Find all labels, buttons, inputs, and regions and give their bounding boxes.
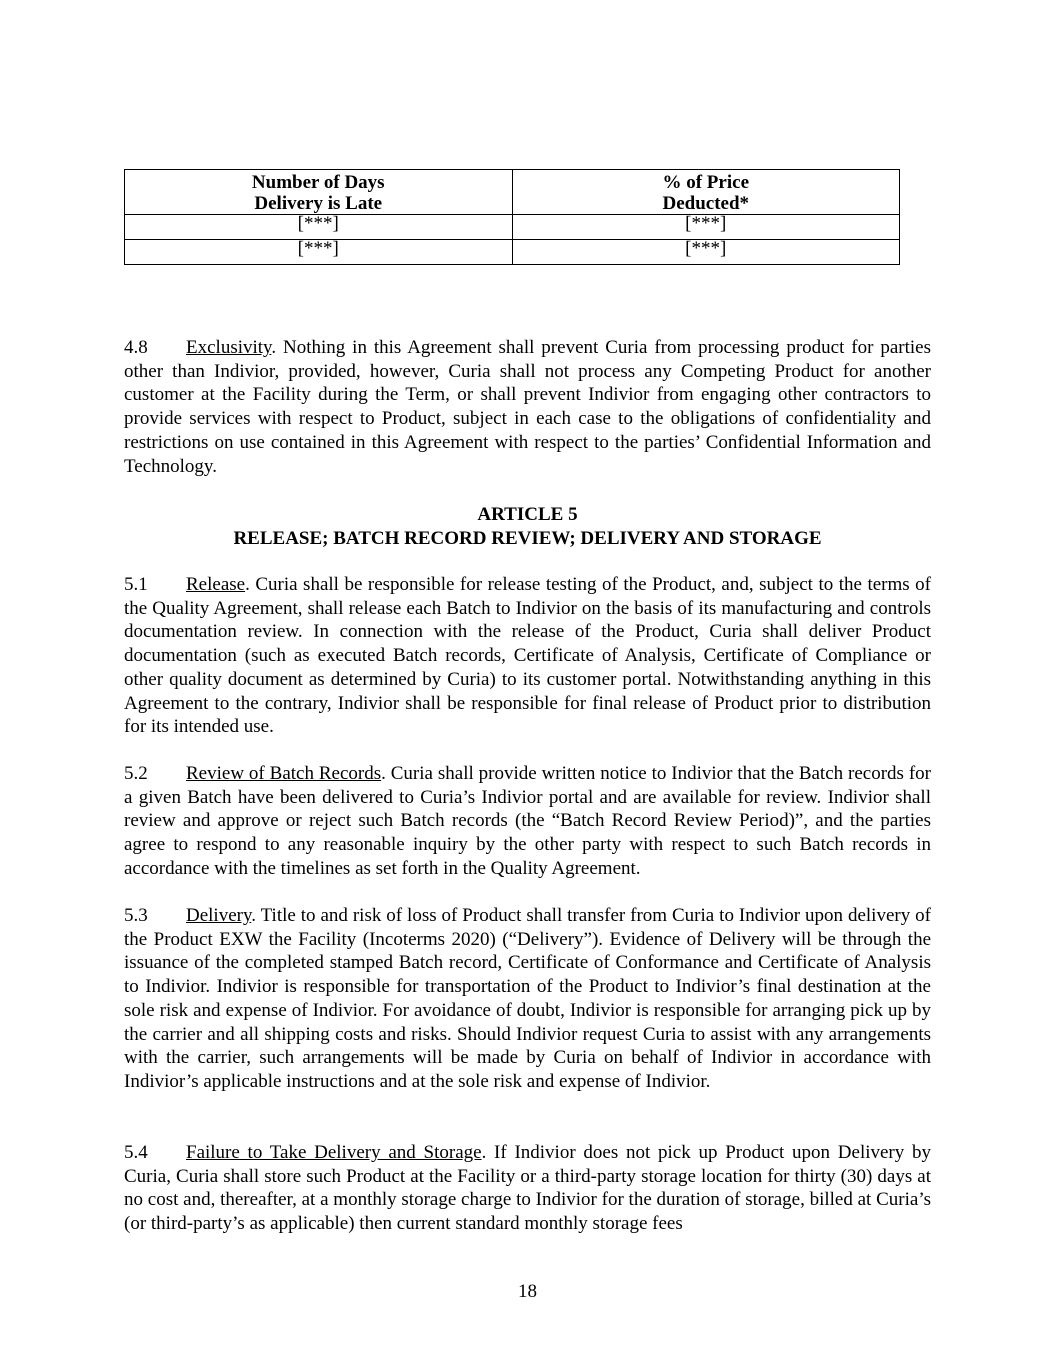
section-body: . Nothing in this Agreement shall prevent Curia from processing product for parties other than Indivior, provided, however, Curia shall not process any Competing Product for another customer at the Facility during the Term, or shall prevent Indivior from engaging other contractors to provide services with respect to Product, subject in each case to the obligations of confidentiality and restrictions on use contained in this Agreement with respect to the parties’ Confidential Information and Technology. (124, 337, 931, 477)
section-4-8-exclusivity (124, 336, 931, 478)
section-heading: Review of Batch Records (186, 763, 382, 784)
late-delivery-table (124, 169, 900, 265)
table-header-row (125, 170, 900, 215)
section-number: 4.8 (124, 337, 148, 358)
section-5-3-delivery (124, 904, 931, 1094)
section-body: . If Indivior does not pick up Product upon Delivery by Curia, Curia shall store such Product at the Facility or a third-party storage location for thirty (30) days at no cost and, thereafter, at a monthly storage charge to Indivior for the duration of storage, billed at Curia’s (or third-party’s as applicable) then current standard monthly storage fees (124, 1142, 932, 1235)
section-5-4-failure-to-take-delivery (124, 1141, 931, 1236)
header-line: Number of Days (251, 172, 385, 193)
table-header-price-deducted (512, 170, 900, 215)
header-line: Deducted* (662, 193, 750, 214)
section-heading: Release (186, 574, 246, 595)
section-body: . Title to and risk of loss of Product shall transfer from Curia to Indivior upon delivery of the Product EXW the Facility (Incoterms 2020) (“Delivery”). Evidence of Delivery will be through the issuance of the completed stamped Batch record, Certificate of Conformance and Certificate of Analysis to Indivior. Indivior is responsible for transportation of the Product to Indivior’s final destination at the sole risk and expense of Indivior. For avoidance of doubt, Indivior is responsible for arranging pick up by the carrier and all shipping costs and risks. Should Indivior request Curia to assist with any arrangements with the carrier, such arrangements will be made by Curia on behalf of Indivior in accordance with Indivior’s applicable instructions and at the sole risk and expense of Indivior. (124, 905, 931, 1092)
section-body: . Curia shall be responsible for release testing of the Product, and, subject to the terms of the Quality Agreement, shall release each Batch to Indivior on the basis of its manufacturing and controls documentation review. In connection with the release of the Product, Curia shall deliver Product documentation (such as executed Batch records, Certificate of Analysis, Certificate of Compliance or other quality document as determined by Curia) to its customer portal. Notwithstanding anything in this Agreement to the contrary, Indivior shall be responsible for final release of Product prior to distribution for its intended use. (124, 574, 931, 738)
section-number: 5.1 (124, 574, 148, 595)
table-cell: [***] (125, 240, 513, 265)
header-line: % of Price (662, 172, 749, 193)
section-number: 5.4 (124, 1142, 148, 1163)
table-cell: [***] (512, 215, 900, 240)
header-line: Delivery is Late (254, 193, 383, 214)
table-cell: [***] (125, 215, 513, 240)
table-cell: [***] (512, 240, 900, 265)
section-heading: Failure to Take Delivery and Storage (186, 1142, 482, 1163)
table-row (125, 215, 900, 240)
section-heading: Delivery (186, 905, 252, 926)
section-number: 5.3 (124, 905, 148, 926)
section-5-1-release (124, 573, 931, 739)
article-label: ARTICLE 5 (477, 504, 578, 525)
table-header-days-late (125, 170, 513, 215)
table-row (125, 240, 900, 265)
article-heading (124, 503, 931, 551)
section-5-2-review-batch-records (124, 762, 931, 881)
section-body: . Curia shall provide written notice to Indivior that the Batch records for a given Batch have been delivered to Curia’s Indivior portal and are available for review. Indivior shall review and approve or reject such Batch records (the “Batch Record Review Period)”, and the parties agree to respond to any reasonable inquiry by the other party with respect to such Batch records in accordance with the timelines as set forth in the Quality Agreement. (124, 763, 931, 879)
article-title: RELEASE; BATCH RECORD REVIEW; DELIVERY AND STORAGE (233, 528, 822, 549)
page-number: 18 (518, 1281, 537, 1302)
section-number: 5.2 (124, 763, 148, 784)
section-heading: Exclusivity (186, 337, 272, 358)
